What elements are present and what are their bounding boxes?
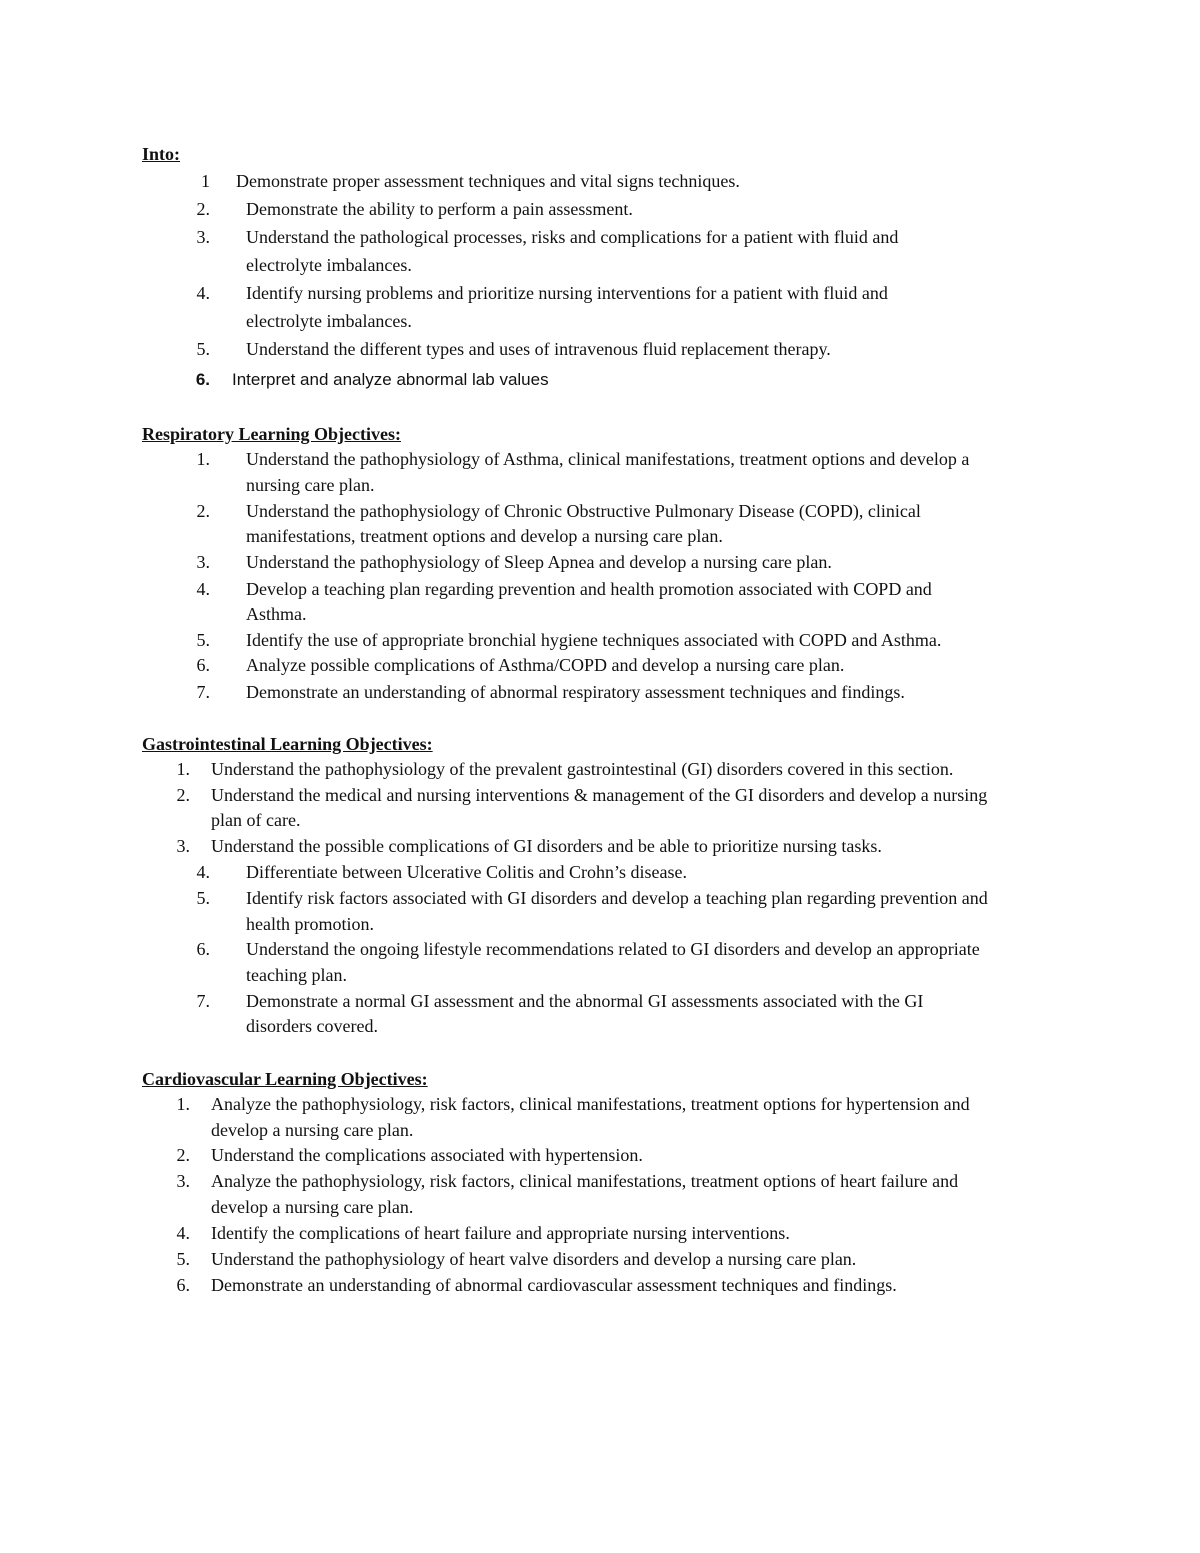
list-item-text: Identify the use of appropriate bronchial hygiene techniques associated with COPD and Asthma. [246, 630, 942, 650]
list-number: 7. [196, 682, 210, 702]
cardio-heading: Cardiovascular Learning Objectives: [142, 1069, 428, 1089]
list-item-text: Identify the complications of heart failure and appropriate nursing interventions. [211, 1223, 790, 1243]
list-item-text-continued: teaching plan. [246, 965, 347, 985]
list-item-text: Understand the different types and uses of intravenous fluid replacement therapy. [246, 339, 831, 359]
list-item-text: Understand the pathophysiology of heart valve disorders and develop a nursing care plan. [211, 1249, 857, 1269]
list-number: 2. [176, 785, 190, 805]
list-item-text: Understand the possible complications of GI disorders and be able to prioritize nursing tasks. [211, 836, 882, 856]
list-item-text: Interpret and analyze abnormal lab values [232, 370, 549, 389]
list-item-text: Analyze the pathophysiology, risk factors, clinical manifestations, treatment options for hypertension and [211, 1094, 970, 1114]
list-number: 1. [176, 759, 190, 779]
list-number: 6. [176, 1275, 190, 1295]
list-number: 6. [196, 655, 210, 675]
list-number: 5. [196, 888, 210, 908]
list-item-text: Understand the complications associated with hypertension. [211, 1145, 643, 1165]
gastro-heading: Gastrointestinal Learning Objectives: [142, 734, 433, 754]
list-item-text-continued: develop a nursing care plan. [211, 1197, 414, 1217]
list-item-text-continued: electrolyte imbalances. [246, 255, 412, 275]
list-item-text: Understand the pathophysiology of Asthma, clinical manifestations, treatment options and develop a [246, 449, 970, 469]
list-item-text: Demonstrate an understanding of abnormal respiratory assessment techniques and findings. [246, 682, 905, 702]
list-number: 6. [196, 939, 210, 959]
list-item-text: Understand the ongoing lifestyle recommendations related to GI disorders and develop an appropriate [246, 939, 980, 959]
list-item-text: Identify risk factors associated with GI disorders and develop a teaching plan regarding prevention and [246, 888, 988, 908]
list-number: 5. [176, 1249, 190, 1269]
list-number: 3. [196, 552, 210, 572]
list-number: 3. [176, 1171, 190, 1191]
list-number: 1 [201, 171, 210, 191]
list-item-text-continued: health promotion. [246, 914, 374, 934]
list-item-text: Demonstrate proper assessment techniques and vital signs techniques. [236, 171, 740, 191]
list-number: 4. [176, 1223, 190, 1243]
list-number: 3. [176, 836, 190, 856]
list-number: 4. [196, 579, 210, 599]
list-number: 6. [195, 370, 210, 389]
list-item-text-continued: Asthma. [246, 604, 307, 624]
list-item-text: Analyze the pathophysiology, risk factors, clinical manifestations, treatment options of heart failure and [211, 1171, 959, 1191]
list-number: 2. [196, 199, 210, 219]
list-number: 7. [196, 991, 210, 1011]
list-item-text-continued: electrolyte imbalances. [246, 311, 412, 331]
list-item-text-continued: nursing care plan. [246, 475, 375, 495]
list-number: 5. [196, 630, 210, 650]
list-item-text: Analyze possible complications of Asthma/COPD and develop a nursing care plan. [246, 655, 845, 675]
list-item-text: Demonstrate a normal GI assessment and the abnormal GI assessments associated with the GI [246, 991, 924, 1011]
list-number: 1. [196, 449, 210, 469]
list-item-text: Understand the medical and nursing interventions & management of the GI disorders and develop a nursing [211, 785, 988, 805]
list-number: 3. [196, 227, 210, 247]
list-item-text-continued: manifestations, treatment options and develop a nursing care plan. [246, 526, 723, 546]
respiratory-heading: Respiratory Learning Objectives: [142, 424, 401, 444]
list-item-text: Demonstrate the ability to perform a pain assessment. [246, 199, 633, 219]
list-number: 2. [176, 1145, 190, 1165]
list-item-text: Understand the pathological processes, risks and complications for a patient with fluid and [246, 227, 899, 247]
list-item-text-continued: develop a nursing care plan. [211, 1120, 414, 1140]
list-item-text: Understand the pathophysiology of Chronic Obstructive Pulmonary Disease (COPD), clinical [246, 501, 921, 521]
list-number: 5. [196, 339, 210, 359]
intro-heading: Into: [142, 144, 181, 164]
list-number: 1. [176, 1094, 190, 1114]
list-item-text: Understand the pathophysiology of the prevalent gastrointestinal (GI) disorders covered in this section. [211, 759, 954, 779]
list-item-text: Demonstrate an understanding of abnormal cardiovascular assessment techniques and findings. [211, 1275, 897, 1295]
list-item-text-continued: disorders covered. [246, 1016, 378, 1036]
list-number: 4. [196, 283, 210, 303]
list-number: 4. [196, 862, 210, 882]
list-item-text: Identify nursing problems and prioritize nursing interventions for a patient with fluid and [246, 283, 888, 303]
list-number: 2. [196, 501, 210, 521]
list-item-text: Differentiate between Ulcerative Colitis and Crohn’s disease. [246, 862, 688, 882]
list-item-text-continued: plan of care. [211, 810, 301, 830]
list-item-text: Develop a teaching plan regarding prevention and health promotion associated with COPD and [246, 579, 932, 599]
list-item-text: Understand the pathophysiology of Sleep Apnea and develop a nursing care plan. [246, 552, 832, 572]
